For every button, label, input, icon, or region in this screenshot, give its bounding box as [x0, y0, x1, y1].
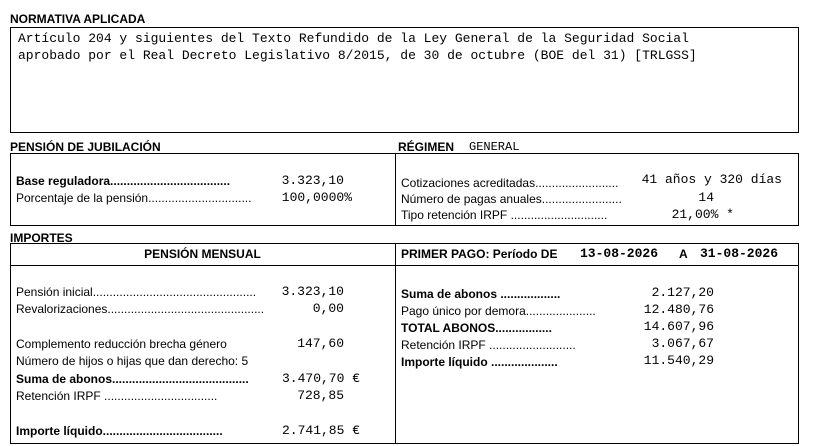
pp-demora-label: Pago único por demora.....................	[401, 304, 596, 318]
complemento-value: 147,60	[297, 336, 344, 351]
base-reguladora-label: Base reguladora....................................	[16, 174, 231, 188]
importe-liquido-value: 2.741,85 €	[281, 423, 360, 438]
regimen-value: GENERAL	[469, 140, 520, 154]
pension-mensual-header: PENSIÓN MENSUAL	[144, 247, 261, 261]
normativa-title: NORMATIVA APLICADA	[10, 12, 146, 26]
pp-total-value: 14.607,96	[643, 319, 714, 334]
retencion-irpf-value: 728,85	[297, 388, 344, 403]
retencion-irpf-label: Retención IRPF ..................................	[16, 389, 218, 403]
cotizaciones-label: Cotizaciones acreditadas.........................	[401, 176, 619, 190]
pension-inicial-value: 3.323,10	[281, 284, 344, 299]
primer-pago-header: PRIMER PAGO: Período DE	[401, 247, 558, 261]
tipo-retencion-label: Tipo retención IRPF .............................	[401, 208, 608, 222]
pp-demora-value: 12.480,76	[643, 302, 714, 317]
importes-title: IMPORTES	[10, 231, 73, 245]
pp-total-label: TOTAL ABONOS.................	[401, 321, 552, 335]
suma-abonos-value: 3.470,70 €	[281, 371, 360, 386]
normativa-box	[10, 27, 799, 133]
normativa-line-1: Artículo 204 y siguientes del Texto Refundido de la Ley General de la Seguridad Social	[18, 31, 689, 46]
cotizaciones-value: 41 años y 320 días	[641, 172, 782, 187]
pagas-label: Número de pagas anuales........................	[401, 192, 622, 206]
complemento-label: Complemento reducción brecha género	[16, 337, 227, 351]
primer-pago-hasta: 31-08-2026	[700, 246, 779, 261]
pp-suma-abonos-label: Suma de abonos ..................	[401, 287, 561, 301]
primer-pago-a: A	[679, 247, 688, 261]
pp-liquido-label: Importe líquido ....................	[401, 355, 558, 369]
importe-liquido-label: Importe líquido....................................	[16, 424, 223, 438]
regimen-label: RÉGIMEN	[398, 140, 455, 154]
pp-suma-abonos-value: 2.127,20	[651, 285, 714, 300]
pension-title: PENSIÓN DE JUBILACIÓN	[10, 140, 161, 154]
porcentaje-value: 100,0000%	[281, 190, 352, 205]
pension-inicial-label: Pensión inicial.................................................	[16, 285, 257, 299]
revalorizaciones-value: 0,00	[312, 301, 344, 316]
tipo-retencion-value: 21,00% *	[671, 207, 734, 222]
normativa-line-2: aprobado por el Real Decreto Legislativo 8/2015, de 30 de octubre (BOE del 31) [TRLGSS]	[18, 48, 697, 63]
pp-retencion-value: 3.067,67	[651, 336, 714, 351]
base-reguladora-value: 3.323,10	[281, 173, 344, 188]
pagas-value: 14	[698, 190, 714, 205]
porcentaje-label: Porcentaje de la pensión...............................	[16, 191, 252, 205]
suma-abonos-label: Suma de abonos.........................................	[16, 372, 249, 386]
pp-liquido-value: 11.540,29	[643, 353, 714, 368]
primer-pago-desde: 13-08-2026	[580, 246, 659, 261]
hijos-label: Número de hijos o hijas que dan derecho: 5	[16, 354, 249, 368]
revalorizaciones-label: Revalorizaciones...............................................	[16, 302, 265, 316]
pp-retencion-label: Retención IRPF ..........................	[401, 338, 576, 352]
